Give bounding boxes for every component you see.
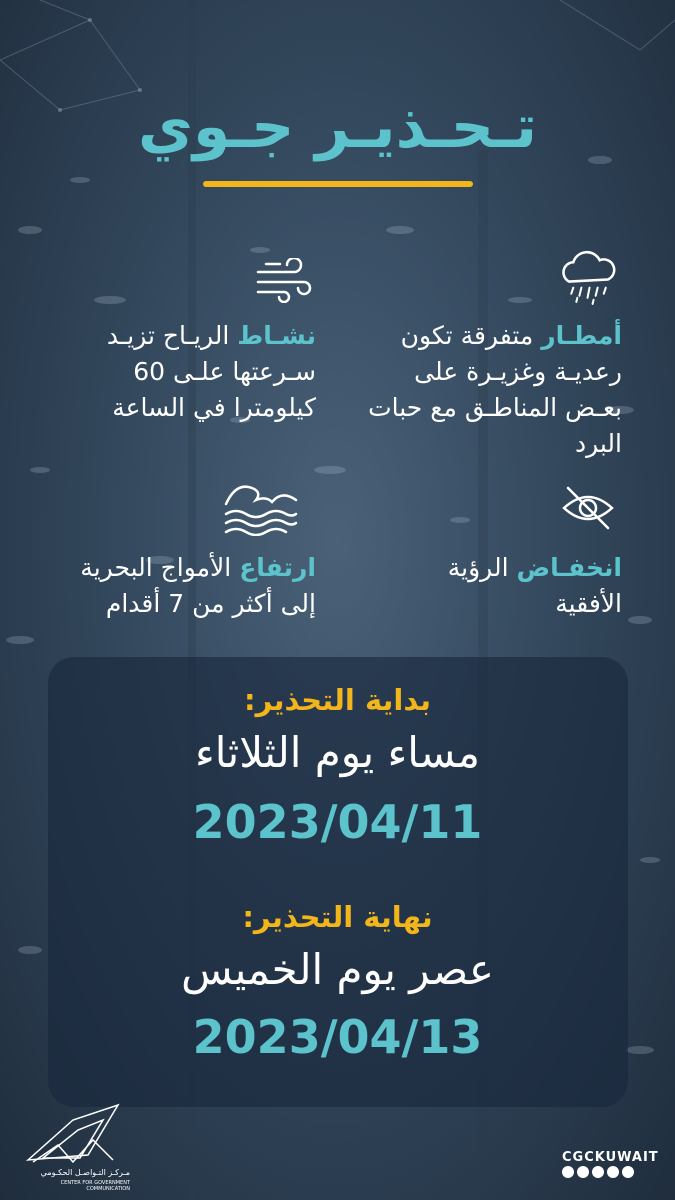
wind-text: الريـاح تزيـد سـرعتها علـى 60 كيلومترا في الساعة xyxy=(106,321,316,422)
waves-text: الأمواج البحرية إلى أكثر من 7 أقدام xyxy=(80,553,316,618)
social-icons xyxy=(562,1166,634,1178)
eye-off-icon xyxy=(558,478,618,538)
wind-icon xyxy=(254,258,316,303)
waves-icon xyxy=(222,478,300,536)
start-date: 2023/04/11 xyxy=(192,795,483,849)
end-label: نهاية التحذير: xyxy=(242,900,433,934)
rain-text: متفرقة تكون رعديـة وغزيـرة على بعـض المناطـق مع حبات البرد xyxy=(368,321,622,458)
facebook-icon xyxy=(622,1166,634,1178)
page-title: تـحـذيـر جـوي xyxy=(137,92,538,162)
visibility-warning xyxy=(390,550,622,622)
logo-text-arabic: مـركـز التـواصـل الحكـومي xyxy=(40,1168,130,1177)
title-underline xyxy=(203,181,473,187)
youtube-icon xyxy=(607,1166,619,1178)
end-date: 2023/04/13 xyxy=(192,1010,483,1064)
instagram-icon xyxy=(577,1166,589,1178)
snapchat-icon xyxy=(562,1166,574,1178)
waves-highlight: ارتفاع xyxy=(239,553,316,582)
start-day: مساء يوم الثلاثاء xyxy=(194,728,481,777)
social-handle: CGCKUWAIT xyxy=(562,1150,659,1165)
visibility-highlight: انخفـاض xyxy=(516,553,622,582)
rain-highlight: أمطـار xyxy=(541,321,622,350)
logo-text-english: CENTER FOR GOVERNMENT COMMUNICATION xyxy=(60,1180,130,1192)
rain-warning xyxy=(360,318,622,462)
end-day: عصر يوم الخميس xyxy=(181,945,494,994)
rain-cloud-icon xyxy=(555,245,620,310)
start-label: بداية التحذير: xyxy=(244,683,431,717)
waves-warning xyxy=(56,550,316,622)
wind-highlight: نشـاط xyxy=(237,321,316,350)
twitter-icon xyxy=(592,1166,604,1178)
wind-warning xyxy=(60,318,316,426)
visibility-text: الرؤية الأفقية xyxy=(447,553,622,618)
